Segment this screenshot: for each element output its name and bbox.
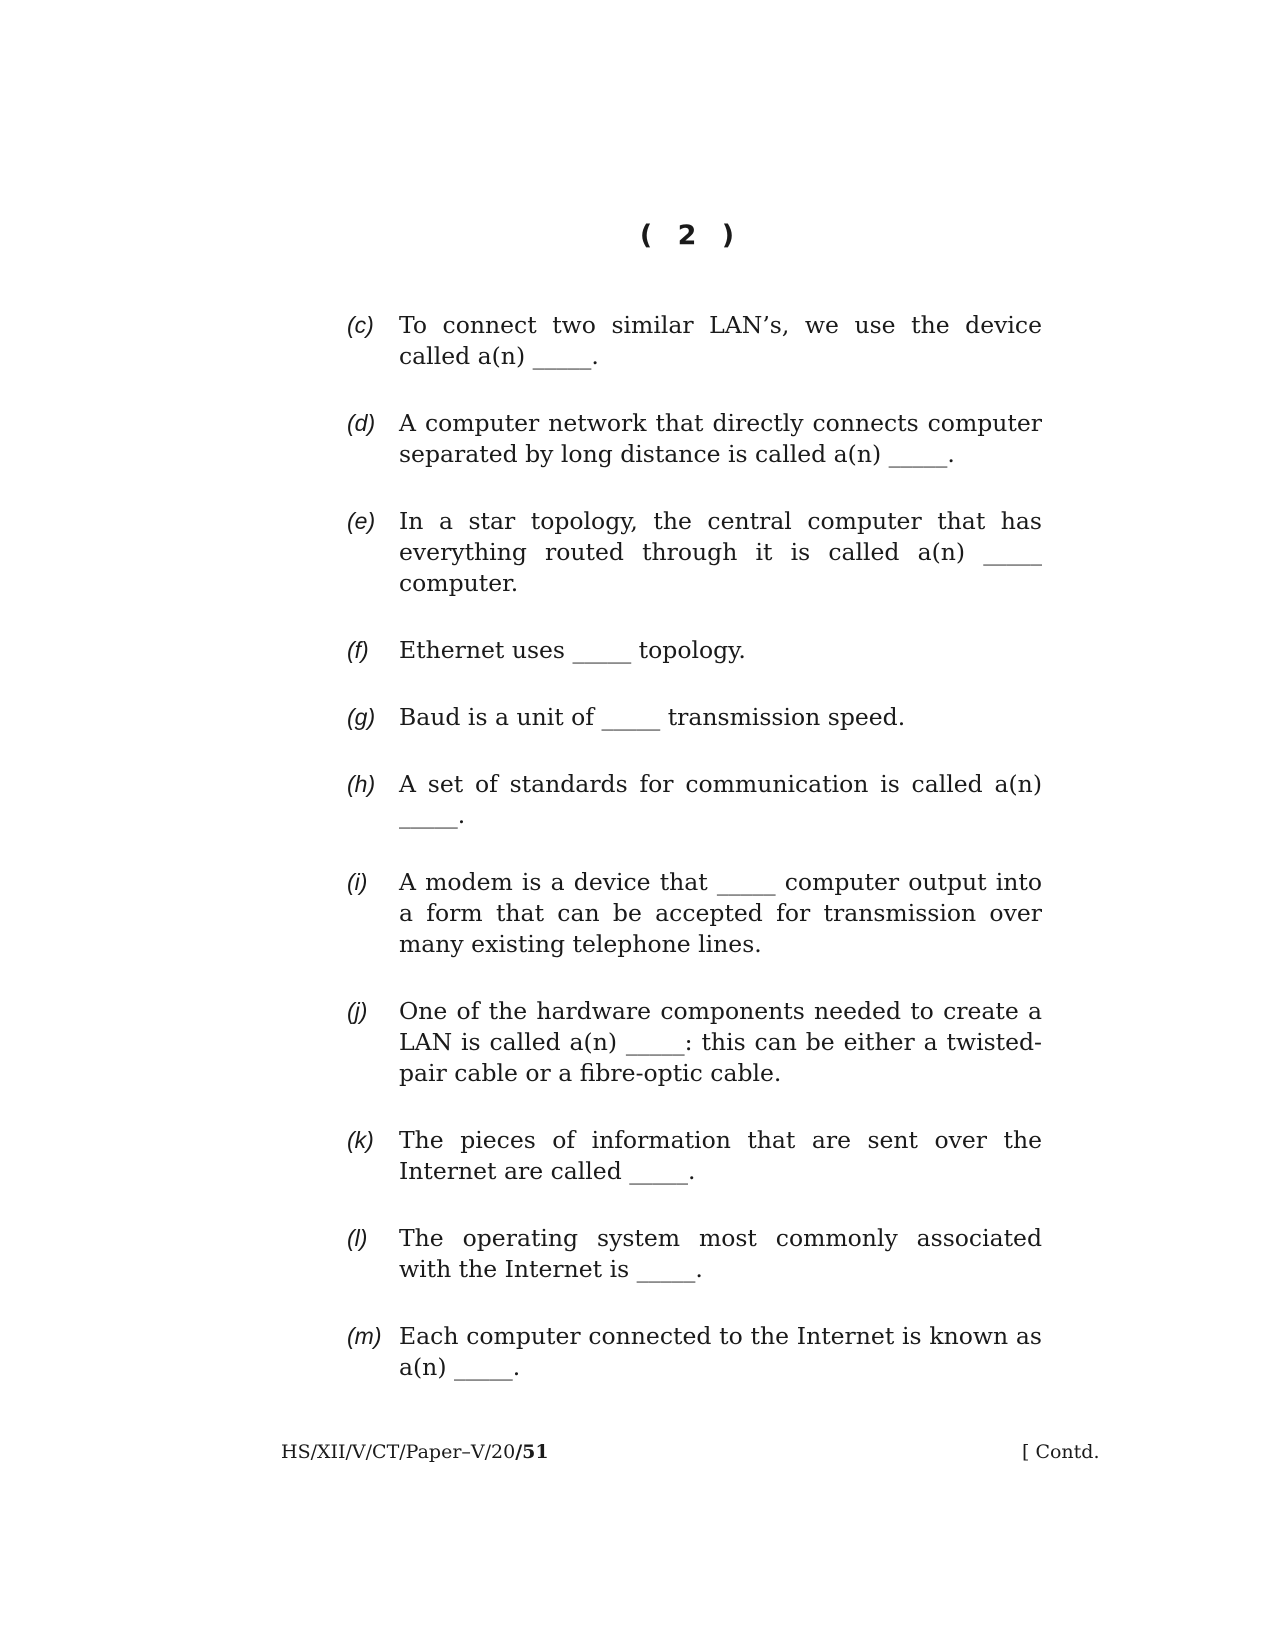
question-label: (j) — [347, 998, 368, 1024]
continued-marker: [ Contd. — [1022, 1441, 1100, 1463]
paper-code — [281, 1441, 549, 1463]
question-label: (m) — [347, 1323, 382, 1349]
question-label: (e) — [347, 508, 376, 534]
question-label: (i) — [347, 869, 368, 895]
question-f — [347, 635, 1042, 666]
paper-code-prefix: HS/XII/V/CT/Paper–V/20 — [281, 1441, 516, 1463]
question-text: A modem is a device that _____ computer output into a form that can be accepted for transmission over many existing telephone lines. — [399, 868, 1042, 958]
question-label: (d) — [347, 410, 376, 436]
question-l — [347, 1223, 1042, 1285]
question-label: (f) — [347, 637, 369, 663]
question-text: The pieces of information that are sent over the Internet are called _____. — [399, 1126, 1042, 1185]
question-d — [347, 408, 1042, 470]
question-text: A computer network that directly connects computer separated by long distance is called a(n) _____. — [399, 409, 1042, 468]
question-label: (h) — [347, 771, 376, 797]
paper-code-suffix: /51 — [515, 1441, 549, 1463]
question-c — [347, 310, 1042, 372]
question-label: (g) — [347, 704, 376, 730]
question-text: The operating system most commonly associated with the Internet is _____. — [399, 1224, 1042, 1283]
question-text: In a star topology, the central computer that has everything routed through it is called a(n) _____ computer. — [399, 507, 1042, 597]
page-number: ( 2 ) — [639, 220, 741, 251]
question-text: A set of standards for communication is called a(n) _____. — [399, 770, 1042, 829]
question-text: Baud is a unit of _____ transmission speed. — [399, 703, 906, 731]
question-j — [347, 996, 1042, 1089]
question-e — [347, 506, 1042, 599]
question-g — [347, 702, 1042, 733]
question-list — [347, 310, 1042, 1419]
question-text: One of the hardware components needed to create a LAN is called a(n) _____: this can be either a twisted-pair cable or a fibre-optic cable. — [399, 997, 1042, 1087]
question-i — [347, 867, 1042, 960]
question-m — [347, 1321, 1042, 1383]
question-text: To connect two similar LAN’s, we use the device called a(n) _____. — [399, 311, 1042, 370]
question-k — [347, 1125, 1042, 1187]
question-text: Ethernet uses _____ topology. — [399, 636, 746, 664]
question-label: (k) — [347, 1127, 374, 1153]
question-label: (l) — [347, 1225, 368, 1251]
question-text: Each computer connected to the Internet is known as a(n) _____. — [399, 1322, 1042, 1381]
question-h — [347, 769, 1042, 831]
question-label: (c) — [347, 312, 374, 338]
